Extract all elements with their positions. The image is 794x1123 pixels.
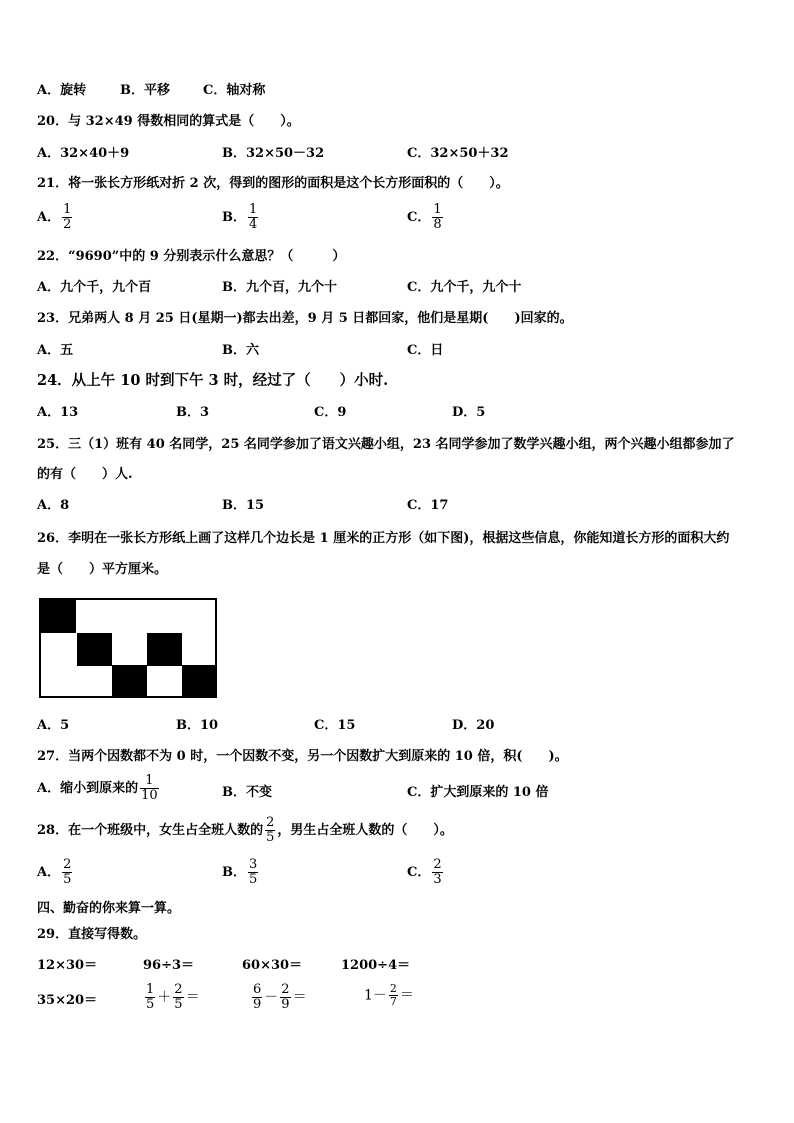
q28-option-a: A． $\frac{2}{5}$	[37, 857, 72, 887]
calc-item: 35×20＝	[37, 993, 98, 1008]
calc-item: 1200÷4＝	[341, 958, 411, 973]
calc-item: 60×30＝	[242, 958, 303, 973]
q21-option-c: C． $\frac{1}{8}$	[407, 202, 442, 232]
q25-option-a: A．8	[37, 498, 70, 513]
q25-option-c: C．17	[407, 498, 449, 513]
q24-stem: 24．从上午 10 时到下午 3 时，经过了（ ）小时.	[37, 372, 389, 389]
fraction: $\frac{2}{9}$	[281, 982, 290, 1012]
q21-option-a: A． $\frac{1}{2}$	[37, 202, 72, 232]
q25-option-b: B．15	[222, 498, 265, 513]
q20-stem: 20．与 32×49 得数相同的算式是（ ）。	[37, 114, 300, 129]
q27-option-a: A．缩小到原来的 $\frac{1}{10}$	[37, 773, 158, 803]
q26-option-c: C．15	[314, 718, 356, 733]
calc-item: 12×30＝	[37, 958, 98, 973]
q27-option-b: B．不变	[222, 785, 272, 800]
q26-stem-line2: 是（ ）平方厘米。	[37, 562, 168, 577]
q24-option-b: B．3	[176, 405, 210, 420]
q24-option-d: D．5	[452, 405, 486, 420]
fraction: $\frac{1}{10}$	[141, 773, 158, 803]
q27-stem: 27．当两个因数都不为 0 时，一个因数不变，另一个因数扩大到原来的 10 倍，积( )。	[37, 749, 568, 764]
calc-fraction-item: 1－ $\frac{2}{7}$ ＝	[364, 982, 414, 1008]
q28-option-c: C． $\frac{2}{3}$	[407, 857, 442, 887]
q26-stem-line1: 26．李明在一张长方形纸上画了这样几个边长是 1 厘米的正方形（如下图)，根据这些信息，你能知道长方形的面积大约	[37, 531, 730, 546]
q22-option-b: B．九个百，九个十	[222, 280, 337, 295]
fraction: $\frac{2}{5}$	[174, 982, 183, 1012]
fraction: $\frac{2}{5}$	[63, 857, 72, 887]
q27-option-c: C．扩大到原来的 10 倍	[407, 785, 549, 800]
q19-option-a: A．旋转	[37, 83, 87, 98]
black-square	[147, 633, 182, 666]
q20-option-a: A．32×40＋9	[37, 146, 130, 161]
q22-option-a: A．九个千，九个百	[37, 280, 152, 295]
q22-option-c: C．九个千，九个十	[407, 280, 522, 295]
fraction: $\frac{2}{3}$	[433, 857, 442, 887]
q21-stem: 21．将一张长方形纸对折 2 次，得到的图形的面积是这个长方形面积的（ ）。	[37, 176, 509, 191]
black-square	[41, 600, 76, 633]
calc-fraction-item: $\frac{6}{9}$ － $\frac{2}{9}$ ＝	[253, 982, 307, 1012]
q22-stem: 22．“9690”中的 9 分别表示什么意思？（ ）	[37, 249, 346, 264]
q23-option-b: B．六	[222, 343, 259, 358]
q24-option-a: A．13	[37, 405, 79, 420]
fraction: $\frac{1}{8}$	[433, 202, 442, 232]
fraction: $\frac{1}{5}$	[146, 982, 155, 1012]
q20-option-c: C．32×50＋32	[407, 146, 509, 161]
q20-option-b: B．32×50－32	[222, 146, 325, 161]
black-square	[112, 665, 147, 698]
q26-option-b: B．10	[176, 718, 219, 733]
q19-option-c: C．轴对称	[203, 83, 266, 98]
fraction: $\frac{6}{9}$	[253, 982, 262, 1012]
q29-stem: 29．直接写得数。	[37, 927, 147, 942]
q26-option-d: D．20	[452, 718, 495, 733]
fraction: $\frac{1}{2}$	[63, 202, 72, 232]
q28-stem: 28．在一个班级中，女生占全班人数的 $\frac{2}{5}$ ，男生占全班人数的（ ）。	[37, 815, 453, 845]
q26-option-a: A．5	[37, 718, 70, 733]
q23-option-a: A．五	[37, 343, 74, 358]
q24-option-c: C．9	[314, 405, 347, 420]
calc-fraction-item: $\frac{1}{5}$ ＋ $\frac{2}{5}$ ＝	[146, 982, 200, 1012]
q25-stem-line1: 25．三（1）班有 40 名同学，25 名同学参加了语文兴趣小组，23 名同学参加了数学兴趣小组，两个兴趣小组都参加了	[37, 437, 735, 452]
q28-option-b: B． $\frac{3}{5}$	[222, 857, 258, 887]
black-square	[77, 633, 112, 666]
q25-stem-line2: 的有（ ）人.	[37, 467, 133, 482]
q23-option-c: C．日	[407, 343, 444, 358]
fraction: $\frac{1}{4}$	[249, 202, 258, 232]
q19-option-b: B．平移	[120, 83, 170, 98]
fraction: $\frac{2}{7}$	[389, 982, 397, 1008]
fraction: $\frac{3}{5}$	[249, 857, 258, 887]
q23-stem: 23．兄弟两人 8 月 25 日(星期一)都去出差，9 月 5 日都回家，他们是星期( )回家的。	[37, 311, 573, 326]
fraction: $\frac{2}{5}$	[266, 815, 275, 845]
calc-item: 96÷3＝	[143, 958, 195, 973]
black-square	[182, 665, 217, 698]
q21-option-b: B． $\frac{1}{4}$	[222, 202, 258, 232]
section-heading: 四、勤奋的你来算一算。	[37, 901, 181, 916]
rectangle-grid-figure	[39, 598, 217, 698]
